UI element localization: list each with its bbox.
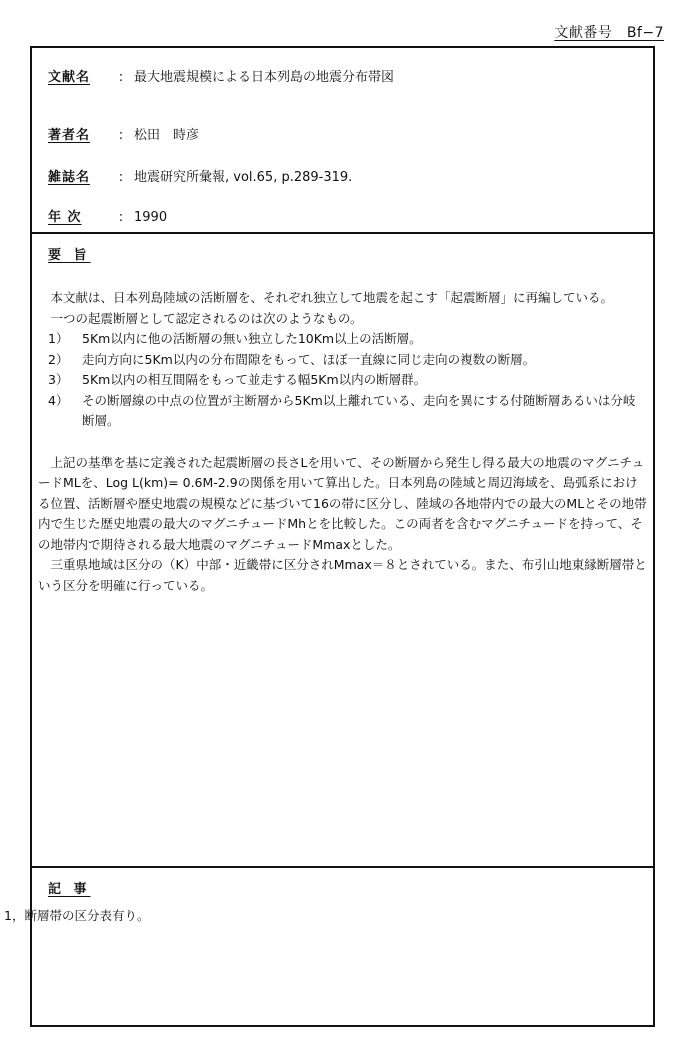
abstract-paragraph-3: 三重県地域は区分の（K）中部・近畿帯に区分されMmax＝８とされている。また、布引山地東縁断層帯という区分を明確に行っている。 [38, 557, 647, 593]
title-row [48, 66, 394, 85]
author-value: 松田 時彦 [134, 128, 200, 143]
author-row [48, 124, 199, 143]
notes-section [4, 868, 653, 1025]
notes-text: 1，断層帯の区分表有り。 [4, 908, 150, 923]
author-label: 著者名 [48, 128, 91, 143]
criteria-item-4-num: 4） [48, 392, 69, 408]
criteria-item-1-text: 5Km以内に他の活断層の無い独立した10Km以上の活断層。 [82, 331, 422, 346]
abstract-paragraph-2: 上記の基準を基に定義された起震断層の長さLを用いて、その断層から発生し得る最大の地震のマグニチュードMLを、Log L(km)= 0.6M-2.9の関係を用いて算出した。日本列島の陸域と周辺海域を、島弧系における位置、活断層や歴史地震の規模などに基づいて16の帯に区分し、陸域の各地帯内での最大のMLとその地帯内で生じた歴史地震の最大のマグニチュードMhとを比較した。この両者を含むマグニチュードを持って、その地帯内で期待される最大地震のマグニチュードMmaxとした。 [38, 454, 647, 552]
title-colon: : [118, 70, 124, 85]
document-frame [4, 46, 655, 1027]
criteria-item-2-text: 走向方向に5Km以内の分布間隙をもって、ほぼ一直線に同じ走向の複数の断層。 [82, 351, 536, 367]
criteria-item-4-text: その断層線の中点の位置が主断層から5Km以上離れている、走向を異にする付随断層あるいは分岐断層。 [82, 392, 636, 428]
criteria-item-4 [38, 391, 647, 432]
abstract-intro: 本文献は、日本列島陸域の活断層を、それぞれ独立して地震を起こす「起震断層」に再編している。 [50, 290, 614, 305]
criteria-item-3-text: 5Km以内の相互間隔をもって並走する幅5Km以内の断層群。 [82, 372, 427, 387]
criteria-item-2 [38, 350, 647, 371]
journal-row [48, 166, 352, 185]
year-value: 1990 [134, 210, 168, 225]
journal-label: 雑誌名 [48, 170, 91, 185]
abstract-section [32, 234, 653, 868]
title-value: 最大地震規模による日本列島の地震分布帯図 [134, 70, 395, 85]
journal-colon: : [118, 170, 124, 185]
abstract-heading: 要 旨 [48, 248, 91, 263]
journal-value: 地震研究所彙報, vol.65, p.289-319. [134, 170, 353, 185]
criteria-item-2-num: 2） [48, 351, 69, 367]
year-label: 年 次 [48, 210, 82, 225]
criteria-intro: 一つの起震断層として認定されるのは次のようなもの。 [50, 310, 363, 326]
document-number: 文献番号 Bf−7 [554, 25, 664, 41]
author-colon: : [118, 128, 124, 143]
title-label: 文献名 [48, 70, 91, 85]
notes-heading: 記 事 [48, 882, 91, 897]
criteria-item-1 [38, 329, 647, 350]
year-row [48, 206, 167, 225]
criteria-item-1-num: 1） [48, 331, 69, 346]
year-colon: : [118, 210, 124, 225]
abstract-body [38, 288, 647, 596]
criteria-item-3 [38, 370, 647, 391]
criteria-item-3-num: 3） [48, 372, 69, 387]
metadata-section [32, 48, 653, 234]
paragraph-gap [38, 432, 647, 453]
